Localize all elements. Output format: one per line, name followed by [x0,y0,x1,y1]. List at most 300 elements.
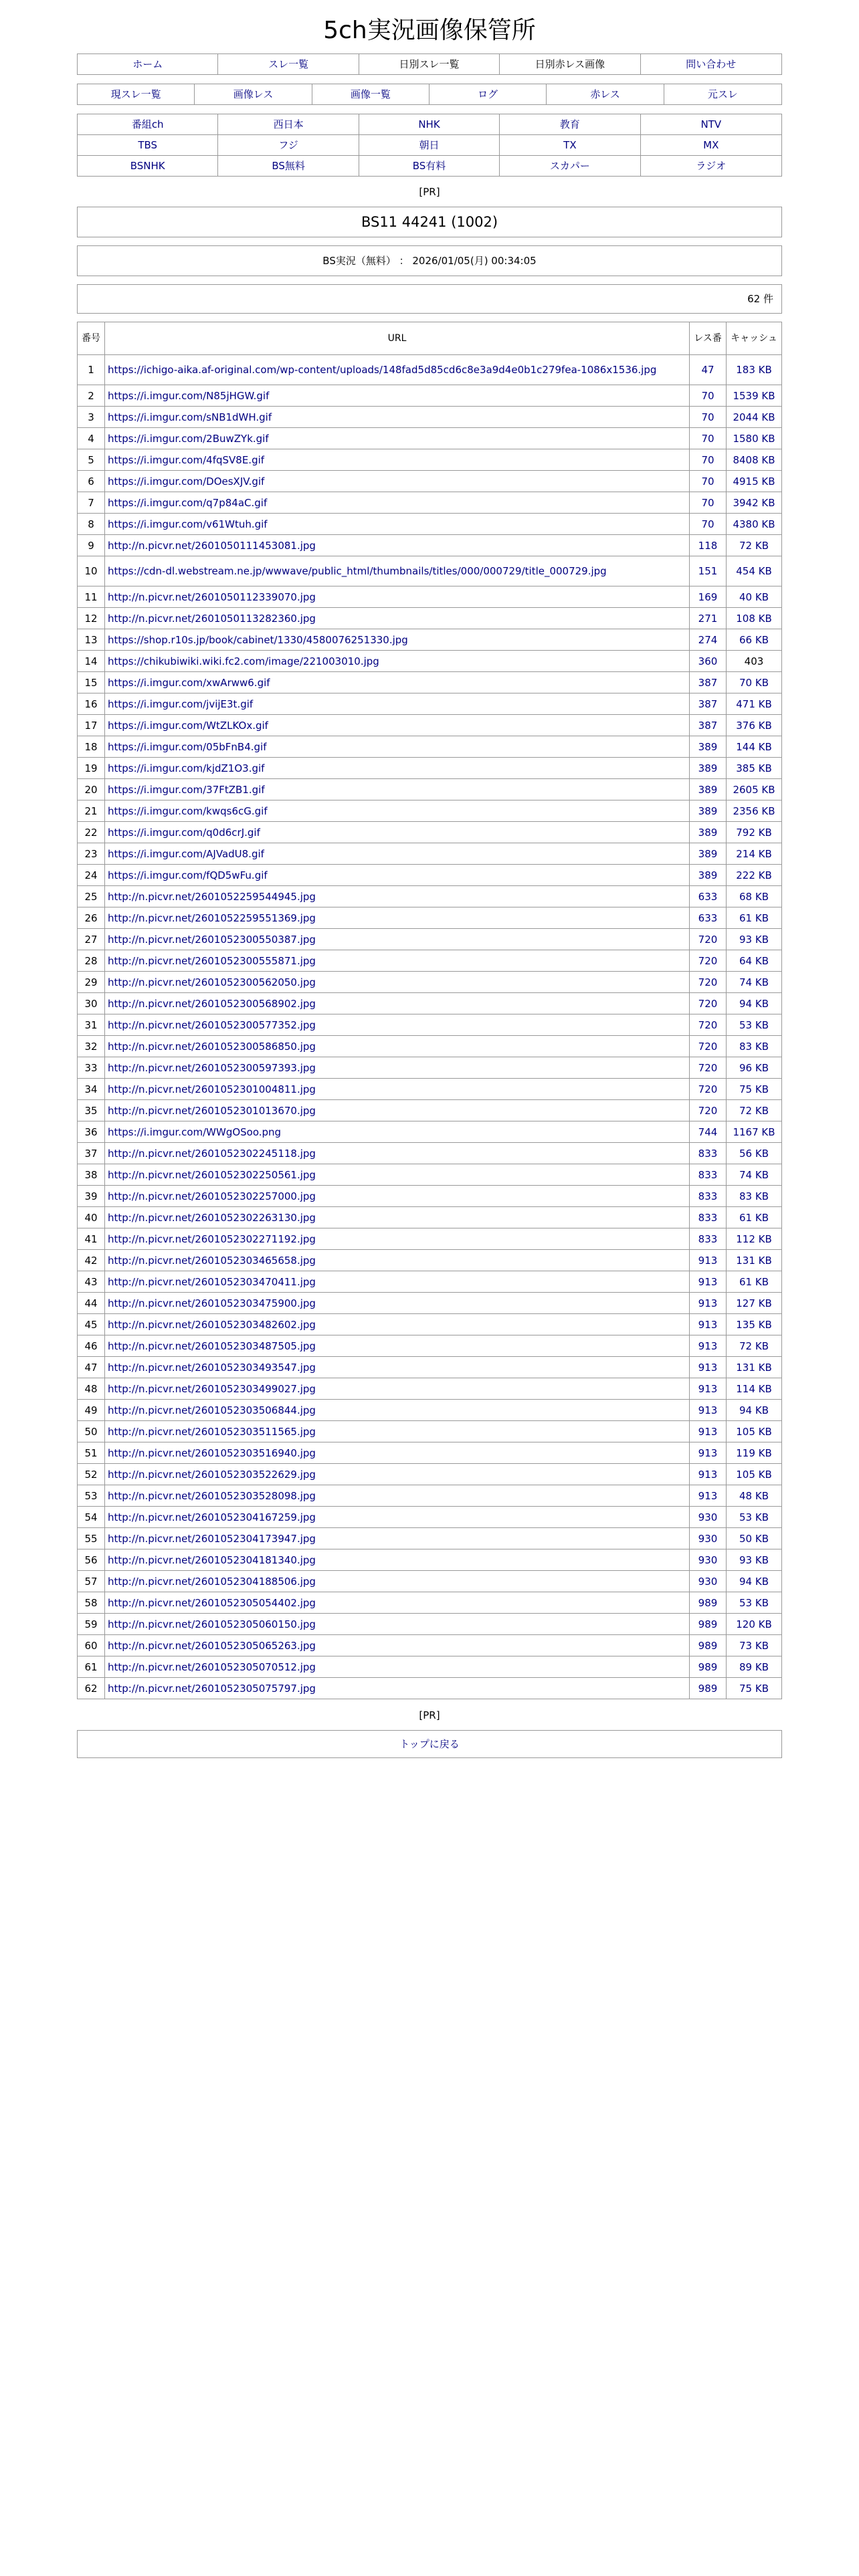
res-number-link[interactable]: 70 [701,475,714,488]
image-url-link[interactable]: https://i.imgur.com/DOesXJV.gif [108,475,265,488]
sub-nav-item-2[interactable] [312,84,430,104]
board-nav-item-8[interactable] [500,135,640,156]
cache-link[interactable]: 120 KB [736,1618,772,1630]
cache-link[interactable]: 83 KB [739,1190,769,1202]
cache-size-cell [727,1057,782,1079]
image-url-link[interactable]: http://n.picvr.net/2601052301013670.jpg [108,1104,316,1117]
res-number-link[interactable]: 70 [701,411,714,423]
image-url-link[interactable]: http://n.picvr.net/2601052304173947.jpg [108,1532,316,1545]
cache-link[interactable]: 73 KB [739,1639,769,1652]
image-url-link[interactable]: http://n.picvr.net/2601052302257000.jpg [108,1190,316,1202]
res-number-link[interactable]: 720 [698,976,718,988]
res-number-link[interactable]: 70 [701,518,714,530]
cache-link[interactable]: 214 KB [736,847,772,860]
image-url-link[interactable]: http://n.picvr.net/2601052303482602.jpg [108,1318,316,1331]
res-number-link[interactable]: 360 [698,655,718,667]
image-url-link[interactable]: http://n.picvr.net/2601052300550387.jpg [108,933,316,946]
cache-link[interactable]: 61 KB [739,911,769,924]
res-number-cell [690,1614,727,1635]
res-number-link[interactable]: 720 [698,933,718,946]
res-number-link[interactable]: 389 [698,762,718,774]
cache-link[interactable]: 40 KB [739,591,769,603]
board-nav-item-link-8[interactable]: TX [563,139,577,151]
res-number-cell [690,1014,727,1036]
res-number-link[interactable]: 70 [701,453,714,466]
res-number-link[interactable]: 70 [701,496,714,509]
cache-link[interactable]: 119 KB [736,1446,772,1459]
res-number-link[interactable]: 989 [698,1618,718,1630]
board-nav-item-link-10[interactable]: BSNHK [130,160,165,172]
main-nav-item-1[interactable] [218,54,359,74]
res-number-link[interactable]: 913 [698,1489,718,1502]
table-row [78,693,782,715]
res-number-link[interactable]: 169 [698,591,718,603]
cache-link[interactable]: 385 KB [736,762,772,774]
board-nav-item-link-14[interactable]: ラジオ [696,160,727,172]
row-number: 1 [78,355,105,385]
board-nav-item-link-2[interactable]: NHK [418,118,440,130]
cache-link[interactable]: 70 KB [739,676,769,689]
res-number-link[interactable]: 47 [701,364,714,376]
cache-link[interactable]: 74 KB [739,1168,769,1181]
res-number-link[interactable]: 833 [698,1232,718,1245]
image-url-link[interactable]: http://n.picvr.net/2601052304181340.jpg [108,1553,316,1566]
res-number-link[interactable]: 70 [701,432,714,445]
image-url-link[interactable]: http://n.picvr.net/2601052303506844.jpg [108,1404,316,1416]
cache-link[interactable]: 108 KB [736,612,772,625]
cache-link[interactable]: 75 KB [739,1682,769,1695]
cache-link[interactable]: 53 KB [739,1511,769,1523]
cache-link[interactable]: 61 KB [739,1275,769,1288]
cache-link[interactable]: 94 KB [739,1404,769,1416]
cache-link[interactable]: 2356 KB [733,804,775,817]
cache-link[interactable]: 53 KB [739,1018,769,1031]
board-nav-item-12[interactable] [359,156,500,176]
cache-link[interactable]: 96 KB [739,1061,769,1074]
cache-link[interactable]: 61 KB [739,1211,769,1224]
sub-nav-item-1[interactable] [195,84,312,104]
image-url-link[interactable]: https://i.imgur.com/37FtZB1.gif [108,783,265,796]
image-url-link[interactable]: https://i.imgur.com/2BuwZYk.gif [108,432,269,445]
cache-link[interactable]: 105 KB [736,1425,772,1438]
board-nav-item-5[interactable] [78,135,218,156]
cache-link[interactable]: 93 KB [739,933,769,946]
board-nav-item-link-13[interactable]: スカパー [549,160,590,172]
res-number-link[interactable]: 387 [698,719,718,732]
res-number-cell [690,1485,727,1507]
url-cell [105,972,690,993]
cache-size-cell [727,1528,782,1549]
main-nav-item-0[interactable] [78,54,218,74]
main-nav-item-link-1[interactable]: スレ一覧 [268,58,309,70]
res-number-link[interactable]: 633 [698,911,718,924]
image-url-link[interactable]: http://n.picvr.net/2601052300577352.jpg [108,1018,316,1031]
image-url-link[interactable]: http://n.picvr.net/2601052305054402.jpg [108,1596,316,1609]
res-number-link[interactable]: 274 [698,633,718,646]
row-number: 21 [78,800,105,822]
cache-link[interactable]: 131 KB [736,1361,772,1374]
cache-link[interactable]: 56 KB [739,1147,769,1160]
board-nav-item-6[interactable] [218,135,359,156]
cache-link[interactable]: 3942 KB [733,496,775,509]
board-nav-item-10[interactable] [78,156,218,176]
image-url-link[interactable]: https://i.imgur.com/xwArww6.gif [108,676,270,689]
cache-link[interactable]: 94 KB [739,1575,769,1588]
row-number: 18 [78,736,105,758]
res-number-cell [690,1057,727,1079]
image-table [77,322,782,1699]
cache-link[interactable]: 4380 KB [733,518,775,530]
cache-link[interactable]: 53 KB [739,1596,769,1609]
res-number-link[interactable]: 913 [698,1254,718,1267]
board-nav-item-link-12[interactable]: BS有料 [412,160,446,172]
res-number-link[interactable]: 913 [698,1404,718,1416]
cache-link[interactable]: 4915 KB [733,475,775,488]
table-row [78,1485,782,1507]
res-number-link[interactable]: 989 [698,1682,718,1695]
image-url-link[interactable]: http://n.picvr.net/2601052305060150.jpg [108,1618,316,1630]
image-url-link[interactable]: http://n.picvr.net/2601052303511565.jpg [108,1425,316,1438]
url-cell [105,1164,690,1186]
cache-link[interactable]: 93 KB [739,1553,769,1566]
board-nav-item-link-9[interactable]: MX [703,139,719,151]
image-url-link[interactable]: http://n.picvr.net/2601050113282360.jpg [108,612,316,625]
image-url-link[interactable]: https://i.imgur.com/05bFnB4.gif [108,740,267,753]
image-url-link[interactable]: http://n.picvr.net/2601052303470411.jpg [108,1275,316,1288]
image-url-link[interactable]: http://n.picvr.net/2601052303516940.jpg [108,1446,316,1459]
board-nav-item-0[interactable] [78,114,218,135]
sub-nav-item-link-4[interactable]: 赤レス [590,88,620,100]
sub-nav-item-0[interactable] [78,84,195,104]
cache-size-cell [727,514,782,535]
image-url-link[interactable]: https://i.imgur.com/4fqSV8E.gif [108,453,265,466]
cache-link[interactable]: 454 KB [736,565,772,577]
cache-link[interactable]: 72 KB [739,1339,769,1352]
cache-link[interactable]: 89 KB [739,1660,769,1673]
res-number-link[interactable]: 720 [698,954,718,967]
image-url-link[interactable]: https://i.imgur.com/sNB1dWH.gif [108,411,272,423]
board-nav-item-9[interactable] [641,135,781,156]
cache-link[interactable]: 75 KB [739,1083,769,1095]
image-url-link[interactable]: http://n.picvr.net/2601052303493547.jpg [108,1361,316,1374]
cache-link[interactable]: 1167 KB [733,1125,775,1138]
image-url-link[interactable]: https://i.imgur.com/fQD5wFu.gif [108,869,268,881]
res-number-link[interactable]: 389 [698,826,718,839]
cache-size-cell [727,1314,782,1335]
row-number: 34 [78,1079,105,1100]
cache-link[interactable]: 114 KB [736,1382,772,1395]
res-number-link[interactable]: 389 [698,740,718,753]
image-url-link[interactable]: https://i.imgur.com/q7p84aC.gif [108,496,268,509]
row-number: 51 [78,1442,105,1464]
image-url-link[interactable]: http://n.picvr.net/2601052303487505.jpg [108,1339,316,1352]
res-number-link[interactable]: 720 [698,1104,718,1117]
image-url-link[interactable]: http://n.picvr.net/2601052300562050.jpg [108,976,316,988]
image-url-link[interactable]: https://i.imgur.com/AJVadU8.gif [108,847,264,860]
cache-link[interactable]: 144 KB [736,740,772,753]
res-number-cell [690,651,727,672]
url-cell [105,993,690,1014]
url-cell [105,1378,690,1400]
res-number-link[interactable]: 833 [698,1211,718,1224]
cache-size-cell [727,1464,782,1485]
cache-size-cell [727,385,782,407]
cache-size-cell [727,1207,782,1228]
image-url-link[interactable]: http://n.picvr.net/2601052305075797.jpg [108,1682,316,1695]
cache-link[interactable]: 131 KB [736,1254,772,1267]
res-number-link[interactable]: 913 [698,1446,718,1459]
cache-link[interactable]: 50 KB [739,1532,769,1545]
image-url-link[interactable]: http://n.picvr.net/2601052302263130.jpg [108,1211,316,1224]
cache-link[interactable]: 74 KB [739,976,769,988]
table-row [78,492,782,514]
res-number-link[interactable]: 930 [698,1553,718,1566]
res-number-link[interactable]: 70 [701,389,714,402]
res-number-link[interactable]: 913 [698,1318,718,1331]
board-nav-item-link-11[interactable]: BS無料 [272,160,305,172]
res-number-link[interactable]: 720 [698,1061,718,1074]
image-url-link[interactable]: http://n.picvr.net/2601052304188506.jpg [108,1575,316,1588]
image-url-link[interactable]: https://i.imgur.com/jvijE3t.gif [108,697,254,710]
res-number-cell [690,1464,727,1485]
cache-link[interactable]: 105 KB [736,1468,772,1481]
cache-link[interactable]: 112 KB [736,1232,772,1245]
image-url-link[interactable]: http://n.picvr.net/2601052300555871.jpg [108,954,316,967]
cache-link[interactable]: 2044 KB [733,411,775,423]
image-url-link[interactable]: https://i.imgur.com/kjdZ1O3.gif [108,762,265,774]
cache-link[interactable]: 792 KB [736,826,772,839]
row-number: 48 [78,1378,105,1400]
row-number: 8 [78,514,105,535]
image-url-link[interactable]: http://n.picvr.net/2601050112339070.jpg [108,591,316,603]
res-number-link[interactable]: 930 [698,1532,718,1545]
image-url-link[interactable]: https://cdn-dl.webstream.ne.jp/wwwave/public_html/thumbnails/titles/000/000729/title_000729.jpg [108,565,607,577]
res-number-link[interactable]: 720 [698,1040,718,1053]
res-number-link[interactable]: 930 [698,1575,718,1588]
image-url-link[interactable]: http://n.picvr.net/2601052259551369.jpg [108,911,316,924]
sub-nav-item-4[interactable] [547,84,664,104]
image-url-link[interactable]: https://chikubiwiki.wiki.fc2.com/image/221003010.jpg [108,655,379,667]
sub-nav-item-link-5[interactable]: 元スレ [707,88,738,100]
row-number: 12 [78,608,105,629]
res-number-link[interactable]: 913 [698,1339,718,1352]
row-number: 54 [78,1507,105,1528]
table-row [78,1378,782,1400]
res-number-link[interactable]: 913 [698,1382,718,1395]
sub-nav-item-link-3[interactable]: ログ [478,88,498,100]
res-number-link[interactable]: 389 [698,804,718,817]
back-to-top-link[interactable]: トップに戻る [399,1738,460,1750]
image-url-link[interactable]: https://i.imgur.com/WWgOSoo.png [108,1125,282,1138]
main-nav-item-3[interactable]: 日別赤レス画像 [500,54,640,74]
cache-link[interactable]: 83 KB [739,1040,769,1053]
board-nav-item-link-0[interactable]: 番組ch [131,118,164,130]
cache-link[interactable]: 68 KB [739,890,769,903]
url-cell [105,1357,690,1378]
image-url-link[interactable]: https://i.imgur.com/kwqs6cG.gif [108,804,268,817]
res-number-link[interactable]: 989 [698,1596,718,1609]
image-url-link[interactable]: https://i.imgur.com/N85jHGW.gif [108,389,270,402]
table-row [78,556,782,586]
res-number-cell [690,843,727,865]
image-url-link[interactable]: http://n.picvr.net/2601052302250561.jpg [108,1168,316,1181]
cache-link[interactable]: 471 KB [736,697,772,710]
sub-nav-item-link-1[interactable]: 画像レス [233,88,274,100]
image-url-link[interactable]: http://n.picvr.net/2601050111453081.jpg [108,539,316,552]
res-number-link[interactable]: 913 [698,1361,718,1374]
res-number-link[interactable]: 720 [698,1083,718,1095]
cache-link[interactable]: 94 KB [739,997,769,1010]
image-url-link[interactable]: https://i.imgur.com/WtZLKOx.gif [108,719,268,732]
cache-link[interactable]: 64 KB [739,954,769,967]
res-number-cell [690,1549,727,1571]
board-nav-item-link-7[interactable]: 朝日 [419,139,440,151]
image-url-link[interactable]: https://ichigo-aika.af-original.com/wp-content/uploads/148fad5d85cd6c8e3a9d4e0b1c279fea-1086x1536.jpg [108,364,657,376]
res-number-link[interactable]: 744 [698,1125,718,1138]
res-number-link[interactable]: 118 [698,539,718,552]
row-number: 58 [78,1592,105,1614]
cache-link[interactable]: 222 KB [736,869,772,881]
res-number-link[interactable]: 833 [698,1168,718,1181]
res-number-cell [690,993,727,1014]
url-cell [105,1528,690,1549]
main-nav-item-link-0[interactable]: ホーム [132,58,163,70]
sub-nav-item-5[interactable] [664,84,781,104]
url-cell [105,1100,690,1121]
url-cell [105,715,690,736]
res-number-link[interactable]: 389 [698,869,718,881]
res-number-cell [690,1228,727,1250]
cache-link[interactable]: 376 KB [736,719,772,732]
board-nav-item-13[interactable] [500,156,640,176]
res-number-link[interactable]: 633 [698,890,718,903]
board-nav-item-4[interactable] [641,114,781,135]
res-number-link[interactable]: 913 [698,1425,718,1438]
board-nav-item-link-6[interactable]: フジ [278,139,298,151]
cache-link[interactable]: 183 KB [736,364,772,376]
row-number: 16 [78,693,105,715]
cache-size-cell [727,1507,782,1528]
image-url-link[interactable]: https://i.imgur.com/q0d6crJ.gif [108,826,260,839]
image-url-link[interactable]: http://n.picvr.net/2601052301004811.jpg [108,1083,316,1095]
res-number-cell [690,1571,727,1592]
sub-nav-item-link-0[interactable]: 現スレ一覧 [110,88,161,100]
sub-nav-item-link-2[interactable]: 画像一覧 [350,88,391,100]
image-url-link[interactable]: http://n.picvr.net/2601052302245118.jpg [108,1147,316,1160]
image-url-link[interactable]: http://n.picvr.net/2601052303499027.jpg [108,1382,316,1395]
table-row [78,1014,782,1036]
url-cell [105,1207,690,1228]
url-cell [105,355,690,385]
main-nav-item-2[interactable]: 日別スレ一覧 [359,54,500,74]
cache-link[interactable]: 8408 KB [733,453,775,466]
image-url-link[interactable]: http://n.picvr.net/2601052302271192.jpg [108,1232,316,1245]
image-url-link[interactable]: http://n.picvr.net/2601052303465658.jpg [108,1254,316,1267]
image-url-link[interactable]: http://n.picvr.net/2601052303475900.jpg [108,1297,316,1309]
table-row [78,758,782,779]
cache-size-cell [727,929,782,950]
board-nav-item-2[interactable] [359,114,500,135]
image-url-link[interactable]: https://i.imgur.com/v61Wtuh.gif [108,518,268,530]
res-number-link[interactable]: 913 [698,1468,718,1481]
board-nav-item-link-1[interactable]: 西日本 [273,118,304,130]
board-nav-item-link-3[interactable]: 教育 [559,118,580,130]
cache-size-cell [727,1335,782,1357]
board-nav-item-14[interactable] [641,156,781,176]
res-number-link[interactable]: 989 [698,1639,718,1652]
res-number-link[interactable]: 389 [698,847,718,860]
row-number: 53 [78,1485,105,1507]
cache-size-cell [727,1121,782,1143]
cache-link[interactable]: 2605 KB [733,783,775,796]
cache-link[interactable]: 1539 KB [733,389,775,402]
image-url-link[interactable]: http://n.picvr.net/2601052305065263.jpg [108,1639,316,1652]
image-url-link[interactable]: http://n.picvr.net/2601052300597393.jpg [108,1061,316,1074]
cache-size-cell [727,535,782,556]
table-row [78,1100,782,1121]
res-number-link[interactable]: 387 [698,676,718,689]
image-url-link[interactable]: https://shop.r10s.jp/book/cabinet/1330/4580076251330.jpg [108,633,408,646]
res-number-link[interactable]: 833 [698,1147,718,1160]
image-url-link[interactable]: http://n.picvr.net/2601052303528098.jpg [108,1489,316,1502]
res-number-link[interactable]: 389 [698,783,718,796]
board-nav-item-link-5[interactable]: TBS [138,139,158,151]
row-number: 49 [78,1400,105,1421]
main-nav-item-link-4[interactable]: 問い合わせ [686,58,737,70]
res-number-link[interactable]: 930 [698,1511,718,1523]
cache-link[interactable]: 127 KB [736,1297,772,1309]
res-number-link[interactable]: 833 [698,1190,718,1202]
res-number-link[interactable]: 913 [698,1297,718,1309]
table-row [78,929,782,950]
image-url-link[interactable]: http://n.picvr.net/2601052305070512.jpg [108,1660,316,1673]
res-number-cell [690,1528,727,1549]
board-nav-item-11[interactable] [218,156,359,176]
res-number-cell [690,1421,727,1442]
row-number: 36 [78,1121,105,1143]
res-number-link[interactable]: 720 [698,1018,718,1031]
pr-label-top: [PR] [419,186,440,198]
board-nav-item-1[interactable] [218,114,359,135]
image-url-link[interactable]: http://n.picvr.net/2601052304167259.jpg [108,1511,316,1523]
table-row [78,535,782,556]
cache-link[interactable]: 66 KB [739,633,769,646]
image-url-link[interactable]: http://n.picvr.net/2601052300568902.jpg [108,997,316,1010]
res-number-link[interactable]: 720 [698,997,718,1010]
cache-link[interactable]: 72 KB [739,1104,769,1117]
row-number: 52 [78,1464,105,1485]
res-number-link[interactable]: 989 [698,1660,718,1673]
board-nav-item-7[interactable] [359,135,500,156]
res-number-link[interactable]: 913 [698,1275,718,1288]
board-nav-item-3[interactable] [500,114,640,135]
image-url-link[interactable]: http://n.picvr.net/2601052259544945.jpg [108,890,316,903]
sub-nav-item-3[interactable] [430,84,547,104]
res-number-link[interactable]: 271 [698,612,718,625]
image-url-link[interactable]: http://n.picvr.net/2601052303522629.jpg [108,1468,316,1481]
res-number-link[interactable]: 387 [698,697,718,710]
url-cell [105,651,690,672]
image-url-link[interactable]: http://n.picvr.net/2601052300586850.jpg [108,1040,316,1053]
cache-link[interactable]: 135 KB [736,1318,772,1331]
main-nav-item-4[interactable] [641,54,781,74]
cache-link[interactable]: 72 KB [739,539,769,552]
cache-link[interactable]: 1580 KB [733,432,775,445]
cache-link[interactable]: 48 KB [739,1489,769,1502]
res-number-link[interactable]: 151 [698,565,718,577]
board-nav-item-link-4[interactable]: NTV [700,118,722,130]
table-row [78,950,782,972]
